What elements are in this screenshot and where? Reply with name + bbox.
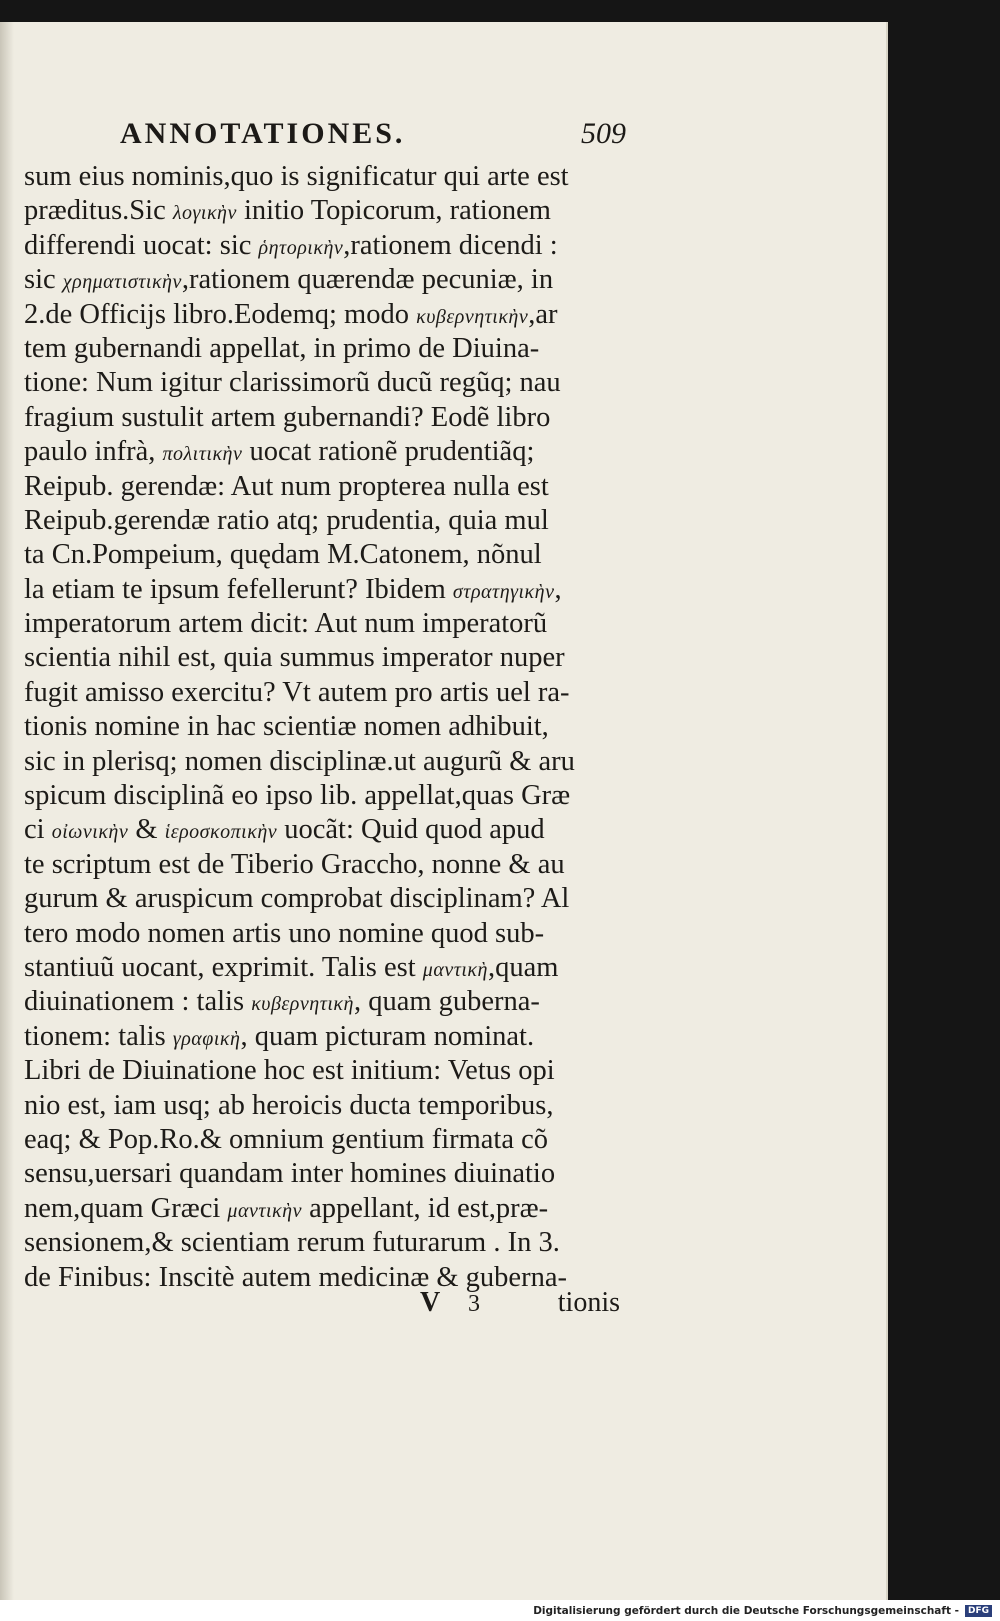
latin-text: tem gubernandi appellat, in primo de Diuina- xyxy=(24,332,540,364)
latin-text: præditus.Sic xyxy=(24,195,173,227)
latin-text: de Finibus: Inscitè autem medicinæ & guberna- xyxy=(24,1261,567,1293)
latin-text: nio est, iam usq; ab heroicis ducta temporibus, xyxy=(24,1089,554,1121)
greek-term: λογικὴν xyxy=(172,202,237,225)
latin-text: tione: Num igitur clarissimorũ ducũ regũq; nau xyxy=(24,367,561,399)
latin-text: , quam picturam nominat. xyxy=(240,1020,535,1052)
latin-text: diuinationem : talis xyxy=(24,986,252,1018)
latin-text: appellant, id est,præ- xyxy=(301,1192,549,1224)
text-line xyxy=(24,1020,644,1054)
text-line xyxy=(24,1226,644,1260)
text-line xyxy=(24,1192,644,1226)
text-line xyxy=(24,263,644,297)
greek-term: ῥητορικὴν xyxy=(258,236,344,259)
text-line xyxy=(24,882,644,916)
text-line xyxy=(24,366,644,400)
signature-mark: V xyxy=(420,1287,441,1318)
page-header xyxy=(120,117,626,151)
latin-text: sum eius nominis,quo is significatur qui arte est xyxy=(24,161,569,192)
latin-text: Reipub.gerendæ ratio atq; prudentia, quia mul xyxy=(24,504,549,536)
latin-text: uocat rationẽ prudentiãq; xyxy=(242,436,535,468)
latin-text: imperatorum artem dicit: Aut num imperatorũ xyxy=(24,608,548,640)
greek-term: χρηματιστικὴν xyxy=(62,271,182,294)
latin-text: , xyxy=(554,573,562,605)
greek-term: γραφικὴ xyxy=(172,1027,241,1050)
latin-text: Libri de Diuinatione hoc est initium: Vetus opi xyxy=(24,1055,555,1087)
text-line xyxy=(24,298,644,332)
text-line xyxy=(24,401,644,435)
text-line xyxy=(24,538,644,572)
latin-text: ta Cn.Pompeium, quędam M.Catonem, nõnul xyxy=(24,539,542,571)
page-footer xyxy=(420,1287,620,1319)
latin-text: ,rationem quærendæ pecuniæ, in xyxy=(181,264,554,296)
latin-text: spicum disciplinã eo ipso lib. appellat,quas Græ xyxy=(24,780,571,812)
greek-term: μαντικὴ xyxy=(422,958,488,981)
latin-text: ci xyxy=(24,814,52,846)
text-line xyxy=(24,710,644,744)
latin-text: nem,quam Græci xyxy=(24,1192,228,1224)
page-number: 509 xyxy=(581,117,626,150)
greek-term: οἰωνικὴν xyxy=(51,821,129,844)
greek-term: πολιτικὴν xyxy=(162,443,243,466)
latin-text: differendi uocat: sic xyxy=(24,229,259,261)
text-line xyxy=(24,1157,644,1191)
latin-text: ,rationem dicendi : xyxy=(343,229,558,261)
latin-text: Reipub. gerendæ: Aut num propterea nulla est xyxy=(24,470,549,502)
latin-text: stantiuũ uocant, exprimit. Talis est xyxy=(24,951,423,983)
latin-text: 2.de Officijs libro.Eodemq; modo xyxy=(24,298,417,330)
latin-text: tero modo nomen artis uno nomine quod sub- xyxy=(24,917,545,949)
text-line xyxy=(24,229,644,263)
latin-text: sensu,uersari quandam inter homines diuinatio xyxy=(24,1158,556,1190)
text-line xyxy=(24,676,644,710)
text-line xyxy=(24,504,644,538)
latin-text: sensionem,& scientiam rerum futurarum . In 3. xyxy=(24,1227,560,1259)
text-line xyxy=(24,813,644,847)
signature-number: 3 xyxy=(468,1291,480,1317)
latin-text: ,quam xyxy=(487,951,559,983)
text-line xyxy=(24,573,644,607)
latin-text: sic in plerisq; nomen disciplinæ.ut augurũ & aru xyxy=(24,745,575,777)
latin-text: eaq; & Pop.Ro.& omnium gentium firmata cõ xyxy=(24,1123,549,1155)
latin-text: fugit amisso exercitu? Vt autem pro artis uel ra- xyxy=(24,676,570,708)
text-line xyxy=(24,1089,644,1123)
credit-text: Digitalisierung gefördert durch die Deutsche Forschungsgemeinschaft - xyxy=(533,1604,959,1617)
latin-text: & xyxy=(128,814,165,846)
latin-text: uocãt: Quid quod apud xyxy=(277,814,545,846)
latin-text: fragium sustulit artem gubernandi? Eodẽ libro xyxy=(24,401,551,433)
greek-term: ἱεροσκοπικὴν xyxy=(164,821,278,844)
latin-text: tionem: talis xyxy=(24,1020,173,1052)
text-line xyxy=(24,194,644,228)
text-line xyxy=(24,470,644,504)
dfg-logo: DFG xyxy=(965,1605,992,1617)
latin-text: paulo infrà, xyxy=(24,436,163,468)
latin-text: tionis nomine in hac scientiæ nomen adhibuit, xyxy=(24,711,549,743)
catchword: tionis xyxy=(557,1287,620,1318)
book-page xyxy=(0,22,888,1600)
latin-text: te scriptum est de Tiberio Graccho, nonne & au xyxy=(24,848,565,880)
text-line xyxy=(24,641,644,675)
latin-text: la etiam te ipsum fefellerunt? Ibidem xyxy=(24,573,453,605)
text-line xyxy=(24,848,644,882)
latin-text: sic xyxy=(24,264,63,296)
latin-text: ,ar xyxy=(528,298,558,330)
text-line xyxy=(24,779,644,813)
digitization-credit-bar xyxy=(0,1600,1000,1621)
greek-term: κυβερνητικὴν xyxy=(416,305,529,328)
latin-text: initio Topicorum, rationem xyxy=(236,195,551,227)
page-gutter-shadow xyxy=(0,22,14,1600)
greek-term: κυβερνητικὴ xyxy=(251,993,354,1016)
text-line xyxy=(24,160,644,194)
text-line xyxy=(24,985,644,1019)
text-line xyxy=(24,1054,644,1088)
latin-text: gurum & aruspicum comprobat disciplinam? Al xyxy=(24,883,570,915)
text-line xyxy=(24,1123,644,1157)
running-title: ANNOTATIONES. xyxy=(120,117,406,150)
latin-text: scientia nihil est, quia summus imperator nuper xyxy=(24,642,565,674)
text-line xyxy=(24,435,644,469)
text-line xyxy=(24,917,644,951)
greek-term: μαντικὴν xyxy=(227,1199,302,1222)
greek-term: στρατηγικὴν xyxy=(452,580,555,603)
text-line xyxy=(24,332,644,366)
text-line xyxy=(24,745,644,779)
text-line xyxy=(24,607,644,641)
text-line xyxy=(24,951,644,985)
body-text xyxy=(24,160,644,1295)
latin-text: , quam guberna- xyxy=(353,986,540,1018)
